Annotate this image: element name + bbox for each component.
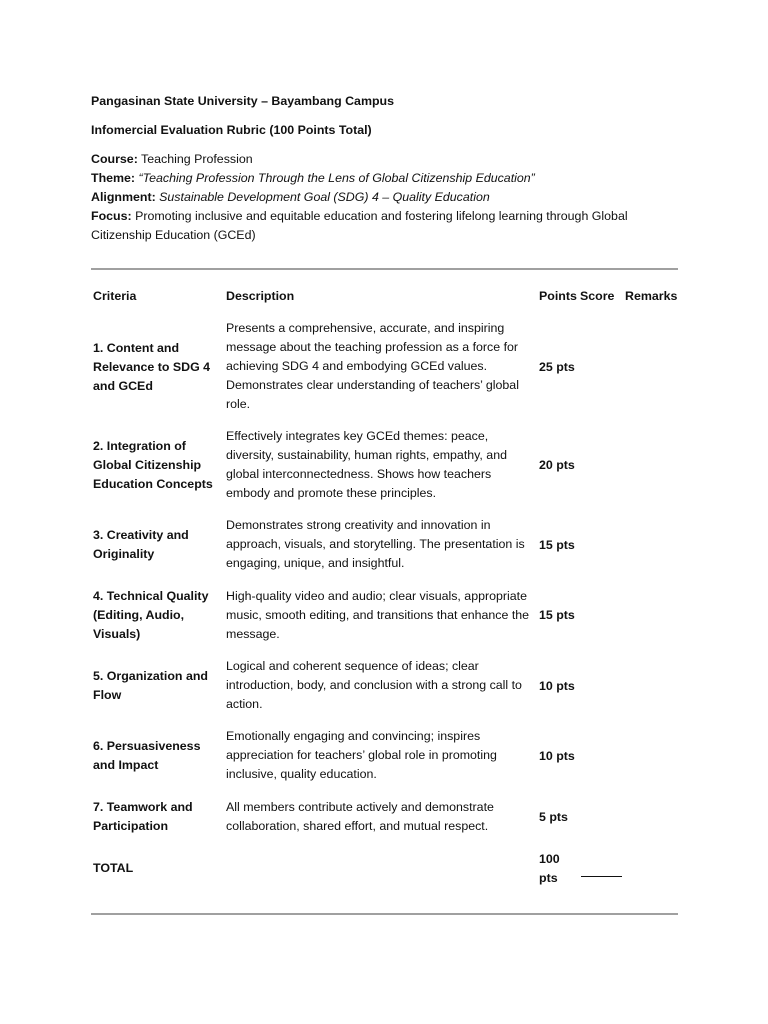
row-1-criteria: 1. Content and Relevance to SDG 4 and GCEd <box>93 341 211 393</box>
row-7-points: 5 pts <box>539 810 568 824</box>
row-4-points: 15 pts <box>539 608 575 622</box>
row-2-criteria: 2. Integration of Global Citizenship Education Concepts <box>93 439 213 491</box>
row-1-points: 25 pts <box>539 360 575 374</box>
alignment-line <box>91 188 490 207</box>
row-3-points: 15 pts <box>539 538 575 552</box>
row-7-criteria: 7. Teamwork and Participation <box>93 800 193 833</box>
theme-value: “Teaching Profession Through the Lens of Global Citizenship Education” <box>138 171 535 185</box>
total-points: 100 pts <box>539 852 560 885</box>
course-line <box>91 150 253 169</box>
row-5-description: Logical and coherent sequence of ideas; clear introduction, body, and conclusion with a strong call to action. <box>226 659 522 711</box>
focus-line <box>91 207 628 226</box>
header-criteria: Criteria <box>93 289 137 303</box>
row-2-description: Effectively integrates key GCEd themes: peace, diversity, sustainability, human rights, empathy, and global interconnectedness. Shows how teachers embody and promote these principles. <box>226 429 507 500</box>
row-7-description: All members contribute actively and demonstrate collaboration, shared effort, and mutual respect. <box>226 800 494 833</box>
course-label: Course: <box>91 152 138 166</box>
rubric-title: Infomercial Evaluation Rubric (100 Points Total) <box>91 123 372 137</box>
row-2-points: 20 pts <box>539 458 575 472</box>
header-points: Points <box>539 289 577 303</box>
theme-line <box>91 169 535 188</box>
row-4-criteria: 4. Technical Quality (Editing, Audio, Visuals) <box>93 589 209 641</box>
total-score-blank[interactable] <box>581 876 622 877</box>
row-3-description: Demonstrates strong creativity and innovation in approach, visuals, and storytelling. The presentation is engaging, unique, and insightful. <box>226 518 525 570</box>
row-1-description: Presents a comprehensive, accurate, and inspiring message about the teaching profession as a force for achieving SDG 4 and embodying GCEd values. Demonstrates clear understanding of teachers’ global role. <box>226 321 519 411</box>
theme-label: Theme: <box>91 171 136 185</box>
row-5-points: 10 pts <box>539 679 575 693</box>
header-score: Score <box>580 289 615 303</box>
row-6-description: Emotionally engaging and convincing; inspires appreciation for teachers’ global role in promoting inclusive, quality education. <box>226 729 497 781</box>
row-6-criteria: 6. Persuasiveness and Impact <box>93 739 201 772</box>
focus-value-continued: Citizenship Education (GCEd) <box>91 228 256 242</box>
header-remarks: Remarks <box>625 289 678 303</box>
focus-value: Promoting inclusive and equitable education and fostering lifelong learning through Global <box>135 209 628 223</box>
alignment-value: Sustainable Development Goal (SDG) 4 – Quality Education <box>159 190 490 204</box>
alignment-label: Alignment: <box>91 190 156 204</box>
focus-label: Focus: <box>91 209 132 223</box>
course-value: Teaching Profession <box>141 152 253 166</box>
university-title: Pangasinan State University – Bayambang Campus <box>91 94 394 108</box>
row-5-criteria: 5. Organization and Flow <box>93 669 208 702</box>
bottom-rule <box>91 913 678 915</box>
row-6-points: 10 pts <box>539 749 575 763</box>
row-4-description: High-quality video and audio; clear visuals, appropriate music, smooth editing, and transitions that enhance the message. <box>226 589 530 641</box>
total-label: TOTAL <box>93 861 134 875</box>
header-description: Description <box>226 289 295 303</box>
top-rule <box>91 268 678 270</box>
row-3-criteria: 3. Creativity and Originality <box>93 528 189 561</box>
